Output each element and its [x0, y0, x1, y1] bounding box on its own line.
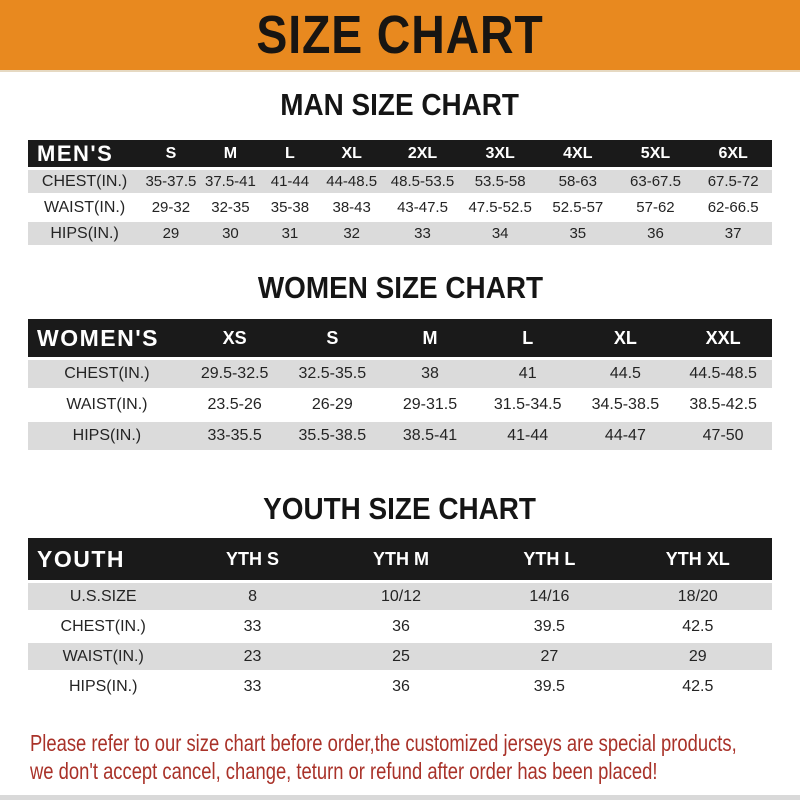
- group-label: YOUTH: [28, 538, 178, 580]
- column-header: XL: [577, 319, 675, 357]
- group-label: WOMEN'S: [28, 319, 186, 357]
- youth-section-title-text: YOUTH SIZE CHART: [263, 491, 537, 526]
- size-cell: 34.5-38.5: [577, 391, 675, 419]
- men-section-title-text: MAN SIZE CHART: [280, 87, 520, 122]
- size-chart-banner: [0, 0, 800, 72]
- size-cell: 33: [178, 613, 326, 640]
- size-cell: 62-66.5: [694, 196, 772, 219]
- size-cell: 48.5-53.5: [384, 170, 462, 193]
- row-label: HIPS(IN.): [28, 422, 186, 450]
- row-label: CHEST(IN.): [28, 170, 141, 193]
- women-section-title: [0, 248, 800, 304]
- row-label: HIPS(IN.): [28, 673, 178, 700]
- table-row: [28, 583, 772, 610]
- size-cell: 14/16: [475, 583, 623, 610]
- row-label: WAIST(IN.): [28, 391, 186, 419]
- size-cell: 33-35.5: [186, 422, 284, 450]
- size-cell: 35: [539, 222, 617, 245]
- size-cell: 41-44: [479, 422, 577, 450]
- table-header-row: [28, 319, 772, 357]
- table-row: [28, 222, 772, 245]
- table-row: [28, 170, 772, 193]
- size-cell: 63-67.5: [617, 170, 695, 193]
- size-cell: 34: [461, 222, 539, 245]
- size-cell: 27: [475, 643, 623, 670]
- row-label: CHEST(IN.): [28, 360, 186, 388]
- table-row: [28, 613, 772, 640]
- size-cell: 37.5-41: [201, 170, 261, 193]
- footer-line-1: Please refer to our size chart before order,the customized jerseys are special products,: [30, 730, 737, 756]
- footer-line-2: we don't accept cancel, change, teturn or refund after order has been placed!: [30, 758, 658, 784]
- size-cell: 67.5-72: [694, 170, 772, 193]
- column-header: YTH XL: [624, 538, 772, 580]
- column-header: 6XL: [694, 140, 772, 167]
- size-cell: 18/20: [624, 583, 772, 610]
- women-size-table: [28, 316, 772, 453]
- size-cell: 25: [327, 643, 475, 670]
- size-cell: 57-62: [617, 196, 695, 219]
- size-cell: 38.5-41: [381, 422, 479, 450]
- size-cell: 41: [479, 360, 577, 388]
- column-header: M: [201, 140, 261, 167]
- bottom-edge-divider: [0, 795, 800, 800]
- size-cell: 33: [384, 222, 462, 245]
- size-cell: 26-29: [283, 391, 381, 419]
- table-row: [28, 391, 772, 419]
- table-row: [28, 673, 772, 700]
- youth-size-table: [28, 535, 772, 703]
- column-header: YTH S: [178, 538, 326, 580]
- size-cell: 38-43: [320, 196, 384, 219]
- table-row: [28, 643, 772, 670]
- size-cell: 29-31.5: [381, 391, 479, 419]
- women-section: [0, 248, 800, 453]
- size-cell: 10/12: [327, 583, 475, 610]
- size-cell: 33: [178, 673, 326, 700]
- size-cell: 31.5-34.5: [479, 391, 577, 419]
- size-cell: 38: [381, 360, 479, 388]
- column-header: YTH L: [475, 538, 623, 580]
- size-cell: 30: [201, 222, 261, 245]
- banner-title: SIZE CHART: [256, 5, 544, 65]
- men-section-title: [0, 72, 800, 121]
- size-cell: 31: [260, 222, 320, 245]
- size-cell: 29: [624, 643, 772, 670]
- size-cell: 39.5: [475, 673, 623, 700]
- size-cell: 42.5: [624, 673, 772, 700]
- column-header: YTH M: [327, 538, 475, 580]
- size-cell: 29-32: [141, 196, 201, 219]
- size-cell: 35-37.5: [141, 170, 201, 193]
- size-cell: 32: [320, 222, 384, 245]
- size-cell: 43-47.5: [384, 196, 462, 219]
- size-cell: 39.5: [475, 613, 623, 640]
- size-cell: 8: [178, 583, 326, 610]
- size-cell: 44.5: [577, 360, 675, 388]
- table-header-row: [28, 140, 772, 167]
- column-header: 3XL: [461, 140, 539, 167]
- size-cell: 35.5-38.5: [283, 422, 381, 450]
- group-label: MEN'S: [28, 140, 141, 167]
- size-cell: 29: [141, 222, 201, 245]
- size-cell: 52.5-57: [539, 196, 617, 219]
- column-header: XXL: [674, 319, 772, 357]
- size-cell: 44-47: [577, 422, 675, 450]
- column-header: S: [141, 140, 201, 167]
- size-cell: 53.5-58: [461, 170, 539, 193]
- size-cell: 36: [327, 673, 475, 700]
- men-size-table: [28, 137, 772, 248]
- size-cell: 35-38: [260, 196, 320, 219]
- size-cell: 32-35: [201, 196, 261, 219]
- size-cell: 23: [178, 643, 326, 670]
- column-header: XS: [186, 319, 284, 357]
- youth-section-title: [0, 453, 800, 525]
- size-cell: 47.5-52.5: [461, 196, 539, 219]
- table-header-row: [28, 538, 772, 580]
- row-label: WAIST(IN.): [28, 643, 178, 670]
- size-cell: 36: [617, 222, 695, 245]
- size-cell: 36: [327, 613, 475, 640]
- footer-note: [30, 729, 800, 785]
- women-section-title-text: WOMEN SIZE CHART: [257, 270, 543, 305]
- column-header: S: [283, 319, 381, 357]
- row-label: U.S.SIZE: [28, 583, 178, 610]
- size-cell: 42.5: [624, 613, 772, 640]
- size-cell: 58-63: [539, 170, 617, 193]
- column-header: M: [381, 319, 479, 357]
- row-label: CHEST(IN.): [28, 613, 178, 640]
- size-cell: 37: [694, 222, 772, 245]
- men-section: [0, 72, 800, 248]
- size-cell: 23.5-26: [186, 391, 284, 419]
- column-header: L: [479, 319, 577, 357]
- size-cell: 44-48.5: [320, 170, 384, 193]
- size-cell: 41-44: [260, 170, 320, 193]
- size-cell: 44.5-48.5: [674, 360, 772, 388]
- size-cell: 47-50: [674, 422, 772, 450]
- table-row: [28, 360, 772, 388]
- column-header: XL: [320, 140, 384, 167]
- table-row: [28, 422, 772, 450]
- column-header: 2XL: [384, 140, 462, 167]
- row-label: WAIST(IN.): [28, 196, 141, 219]
- column-header: L: [260, 140, 320, 167]
- column-header: 5XL: [617, 140, 695, 167]
- size-cell: 38.5-42.5: [674, 391, 772, 419]
- column-header: 4XL: [539, 140, 617, 167]
- youth-section: [0, 453, 800, 703]
- size-cell: 32.5-35.5: [283, 360, 381, 388]
- size-cell: 29.5-32.5: [186, 360, 284, 388]
- row-label: HIPS(IN.): [28, 222, 141, 245]
- table-row: [28, 196, 772, 219]
